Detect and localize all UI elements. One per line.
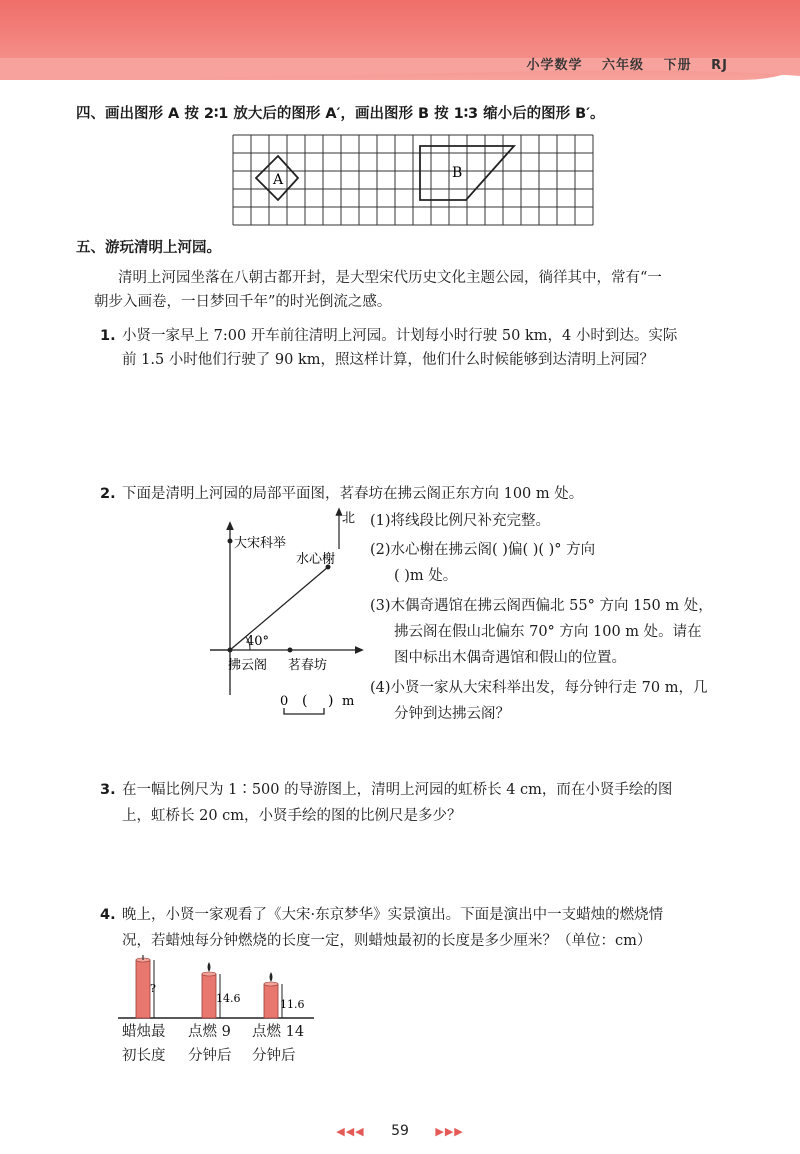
scale-unit: m: [342, 694, 355, 709]
candle2-cap2: 分钟后: [188, 1048, 232, 1064]
scale-bar: [276, 690, 366, 720]
q2-sub3-line1: (3)木偶奇遇馆在拂云阁西偏北 55° 方向 150 m 处，: [370, 598, 713, 614]
candle1-label: ?: [150, 982, 156, 995]
q3-number: 3.: [100, 782, 116, 798]
section5-title: 五、游玩清明上河园。: [76, 240, 221, 256]
candle3-cap2: 分钟后: [252, 1048, 296, 1064]
grade-label: 六年级: [602, 58, 645, 73]
q2-sub3-line3: 图中标出木偶奇遇馆和假山的位置。: [394, 650, 626, 666]
shape-b-label: B: [452, 165, 463, 181]
angle-label: 40°: [246, 634, 270, 649]
q3-line2: 上，虹桥长 20 cm，小贤手绘的图的比例尺是多少？: [122, 808, 462, 824]
north-label: 北: [342, 511, 356, 526]
q2-sub2-line1: (2)水心榭在拂云阁( )偏( )( )° 方向: [370, 542, 596, 558]
book-info: [513, 54, 729, 73]
q2-sub1: (1)将线段比例尺补充完整。: [370, 513, 551, 529]
q2-sub4-line2: 分钟到达拂云阁？: [394, 706, 510, 722]
scale-open: (: [302, 693, 308, 709]
q3-line1: 在一幅比例尺为 1∶500 的导游图上，清明上河园的虹桥长 4 cm，而在小贤手绘的图: [122, 782, 673, 798]
mingchun-label: 茗春坊: [288, 658, 328, 673]
q4-number: 4.: [100, 907, 116, 923]
right-arrows-icon: ▶▶▶: [435, 1125, 464, 1138]
q2-sub2-line2: ( )m 处。: [394, 568, 458, 584]
candle3-cap1: 点燃 14: [252, 1024, 305, 1040]
candle-figure: [118, 950, 318, 1022]
volume-label: 下册: [663, 58, 692, 73]
scale-close: ): [328, 693, 334, 709]
candle1-cap1: 蜡烛最: [122, 1024, 166, 1040]
shuixin-label: 水心榭: [296, 552, 336, 567]
candle-9min: [202, 962, 241, 1018]
shape-a-label: A: [273, 172, 284, 188]
q2-sub4-line1: (4)小贤一家从大宋科举出发，每分钟行走 70 m，几: [370, 680, 708, 696]
q4-line2: 况，若蜡烛每分钟燃烧的长度一定，则蜡烛最初的长度是多少厘米？（单位：cm）: [122, 933, 652, 949]
subject-label: 小学数学: [526, 58, 583, 73]
q2-line1: 下面是清明上河园的局部平面图，茗春坊在拂云阁正东方向 100 m 处。: [122, 486, 584, 502]
candle-14min: [264, 972, 305, 1018]
candle1-cap2: 初长度: [122, 1048, 166, 1064]
grid-figure: [232, 134, 594, 228]
q1-line2: 前 1.5 小时他们行驶了 90 km，照这样计算，他们什么时候能够到达清明上河园？: [122, 352, 654, 368]
candle2-label: 14.6: [216, 992, 241, 1005]
q4-line1: 晚上，小贤一家观看了《大宋·东京梦华》实景演出。下面是演出中一支蜡烛的燃烧情: [122, 907, 664, 923]
q1-line1: 小贤一家早上 7:00 开车前往清明上河园。计划每小时行驶 50 km，4 小时到达。实际: [122, 328, 678, 344]
q2-number: 2.: [100, 486, 116, 502]
page-number: 59: [391, 1123, 409, 1139]
shuixin-line: [230, 567, 328, 650]
scale-zero: 0: [280, 694, 289, 709]
dasong-label: 大宋科举: [234, 536, 287, 551]
park-map: [210, 505, 370, 720]
candle-initial: [136, 955, 156, 1018]
left-arrows-icon: ◀◀◀: [336, 1125, 365, 1138]
page-footer: [0, 1123, 800, 1139]
candle3-label: 11.6: [280, 998, 305, 1011]
q1-number: 1.: [100, 328, 116, 344]
candle2-cap1: 点燃 9: [188, 1024, 231, 1040]
intro-line2: 朝步入画卷，一日梦回千年”的时光倒流之感。: [94, 294, 392, 310]
edition-label: RJ: [711, 58, 728, 73]
intro-line1: 清明上河园坐落在八朝古都开封，是大型宋代历史文化主题公园，徜徉其中，常有“一: [118, 270, 662, 286]
section4-title: 四、画出图形 A 按 2∶1 放大后的图形 A′，画出图形 B 按 1∶3 缩小后的图形 B′。: [76, 106, 605, 122]
fuyun-label: 拂云阁: [228, 658, 268, 673]
q2-sub3-line2: 拂云阁在假山北偏东 70° 方向 100 m 处。请在: [394, 624, 702, 640]
